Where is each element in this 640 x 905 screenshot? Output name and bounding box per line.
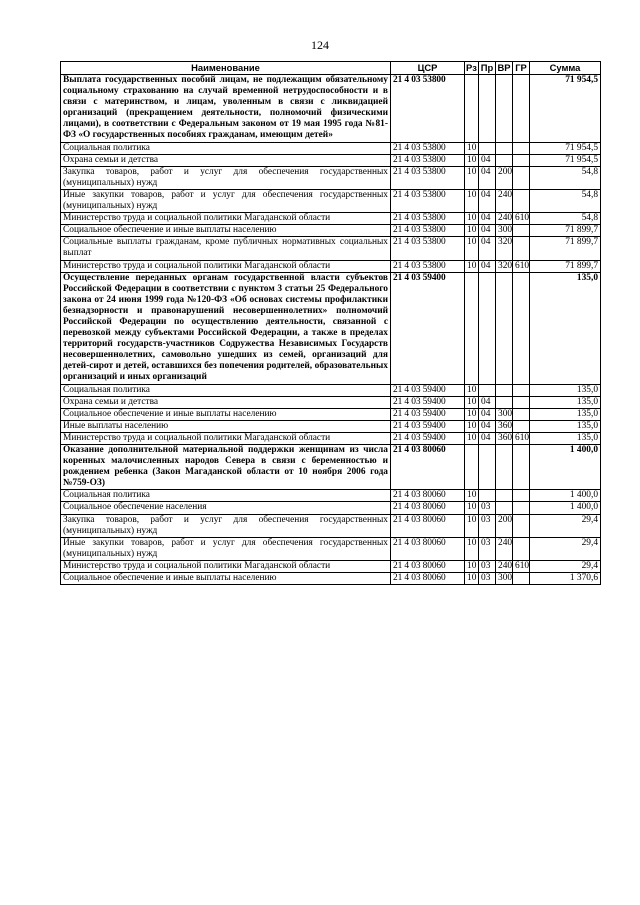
table-row [61,142,601,154]
cell-name: Министерство труда и социальной политики Магаданской области [61,432,391,444]
cell-vr: 240 [496,213,513,225]
cell-rz: 10 [465,514,479,537]
cell-pr: 04 [479,213,496,225]
cell-gr [513,396,530,408]
cell-rz: 10 [465,225,479,237]
cell-rz: 10 [465,432,479,444]
cell-pr [479,384,496,396]
cell-gr [513,514,530,537]
cell-rz [465,272,479,384]
cell-name: Охрана семьи и детства [61,396,391,408]
cell-rz [465,445,479,490]
cell-csr: 21 4 03 59400 [391,420,465,432]
cell-pr: 04 [479,396,496,408]
cell-gr [513,490,530,502]
cell-vr [496,272,513,384]
cell-sum: 29,4 [530,514,601,537]
cell-rz: 10 [465,420,479,432]
cell-gr [513,272,530,384]
cell-sum: 1 400,0 [530,502,601,514]
cell-name: Охрана семьи и детства [61,154,391,166]
cell-pr [479,445,496,490]
table-row [61,260,601,272]
cell-name: Министерство труда и социальной политики Магаданской области [61,560,391,572]
cell-vr: 360 [496,432,513,444]
table-row [61,502,601,514]
table-header-row [61,62,601,75]
cell-rz: 10 [465,408,479,420]
cell-name: Закупка товаров, работ и услуг для обеспечения государственных (муниципальных) нужд [61,166,391,189]
cell-pr: 04 [479,225,496,237]
cell-vr: 300 [496,573,513,585]
cell-name: Социальное обеспечение и иные выплаты населению [61,408,391,420]
cell-pr: 04 [479,237,496,260]
cell-rz: 10 [465,189,479,212]
cell-gr [513,189,530,212]
page-number: 124 [311,38,329,52]
cell-vr [496,396,513,408]
cell-rz: 10 [465,396,479,408]
cell-pr: 04 [479,260,496,272]
cell-gr [513,408,530,420]
cell-csr: 21 4 03 59400 [391,432,465,444]
cell-csr: 21 4 03 53800 [391,75,465,143]
budget-table [60,61,601,585]
table-row [61,154,601,166]
cell-pr: 03 [479,560,496,572]
cell-csr: 21 4 03 53800 [391,154,465,166]
cell-gr [513,225,530,237]
cell-pr: 04 [479,166,496,189]
cell-sum: 71 899,7 [530,225,601,237]
cell-csr: 21 4 03 59400 [391,272,465,384]
cell-gr: 610 [513,432,530,444]
table-row [61,166,601,189]
cell-rz: 10 [465,166,479,189]
cell-sum: 29,4 [530,560,601,572]
cell-gr [513,384,530,396]
cell-gr [513,154,530,166]
table-row [61,432,601,444]
cell-name: Социальная политика [61,384,391,396]
cell-gr: 610 [513,260,530,272]
cell-sum: 54,8 [530,213,601,225]
table-row [61,514,601,537]
cell-gr: 610 [513,560,530,572]
cell-vr: 320 [496,260,513,272]
cell-rz: 10 [465,237,479,260]
cell-rz: 10 [465,154,479,166]
table-row [61,445,601,490]
cell-csr: 21 4 03 80060 [391,445,465,490]
table-row [61,213,601,225]
table-row [61,237,601,260]
cell-vr [496,502,513,514]
table-row [61,573,601,585]
cell-name: Социальное обеспечение населения [61,502,391,514]
cell-pr: 04 [479,189,496,212]
cell-pr [479,490,496,502]
cell-vr: 240 [496,189,513,212]
cell-csr: 21 4 03 53800 [391,142,465,154]
cell-pr [479,272,496,384]
cell-gr [513,166,530,189]
cell-sum: 1 400,0 [530,445,601,490]
cell-rz: 10 [465,560,479,572]
cell-rz: 10 [465,537,479,560]
header-rz: Рз [466,62,477,73]
header-sum: Сумма [530,62,601,75]
cell-name: Министерство труда и социальной политики Магаданской области [61,213,391,225]
cell-pr: 03 [479,573,496,585]
cell-vr: 300 [496,408,513,420]
cell-vr [496,490,513,502]
cell-gr [513,445,530,490]
cell-rz: 10 [465,502,479,514]
cell-sum: 71 899,7 [530,237,601,260]
cell-name: Социальные выплаты гражданам, кроме публичных нормативных социальных выплат [61,237,391,260]
cell-vr: 360 [496,420,513,432]
cell-sum: 135,0 [530,396,601,408]
cell-name: Социальная политика [61,490,391,502]
table-row [61,560,601,572]
cell-sum: 71 954,5 [530,154,601,166]
table-row [61,420,601,432]
cell-sum: 71 954,5 [530,142,601,154]
cell-csr: 21 4 03 59400 [391,396,465,408]
cell-sum: 135,0 [530,272,601,384]
cell-gr [513,237,530,260]
header-pr: Пр [479,62,496,75]
cell-rz: 10 [465,384,479,396]
header-csr: ЦСР [391,62,465,75]
cell-pr: 04 [479,408,496,420]
cell-csr: 21 4 03 53800 [391,213,465,225]
cell-csr: 21 4 03 53800 [391,189,465,212]
cell-name: Иные выплаты населению [61,420,391,432]
cell-pr: 03 [479,502,496,514]
cell-csr: 21 4 03 53800 [391,260,465,272]
table-row [61,384,601,396]
cell-csr: 21 4 03 59400 [391,384,465,396]
cell-pr: 04 [479,154,496,166]
cell-rz: 10 [465,573,479,585]
cell-name: Выплата государственных пособий лицам, не подлежащим обязательному социальному страхованию на случай временной нетрудоспособности и в связи с материнством, и лицам, уволенным в связи с ликвидацией организаций (прекращением деятельности, полномочий физическими лицами), в соответствии с Федеральным законом от 19 мая 1995 года №81-ФЗ «О государственных пособиях гражданам, имеющим детей» [61,75,391,143]
cell-rz: 10 [465,142,479,154]
cell-gr [513,420,530,432]
cell-vr: 200 [496,514,513,537]
cell-vr [496,384,513,396]
table-body [61,75,601,585]
header-name: Наименование [61,62,391,75]
table-row [61,75,601,143]
cell-name: Оказание дополнительной материальной поддержки женщинам из числа коренных малочисленных народов Севера в связи с беременностью и рождением ребенка (Закон Магаданской области от 10 ноября 2006 года №759-ОЗ) [61,445,391,490]
cell-vr [496,75,513,143]
cell-name: Иные закупки товаров, работ и услуг для обеспечения государственных (муниципальных) нужд [61,537,391,560]
cell-name: Осуществление переданных органам государственной власти субъектов Российской Федерации в соответствии с пунктом 3 статьи 25 Федерального закона от 24 июня 1999 года №120-ФЗ «Об основах системы профилактики безнадзорности и правонарушений несовершеннолетних» полномочий Российской Федерации по осуществлению деятельности, связанной с перевозкой между субъектами Российской Федерации, а также в пределах территорий государств-участников Содружества Независимых Государств несовершеннолетних, самовольно ушедших из семей, организаций для детей-сирот и детей, оставшихся без попечения родителей, образовательных организаций и иных организаций [61,272,391,384]
cell-pr: 03 [479,537,496,560]
cell-sum: 54,8 [530,166,601,189]
cell-sum: 135,0 [530,432,601,444]
cell-gr [513,537,530,560]
cell-gr [513,502,530,514]
cell-name: Иные закупки товаров, работ и услуг для обеспечения государственных (муниципальных) нужд [61,189,391,212]
cell-name: Социальное обеспечение и иные выплаты населению [61,225,391,237]
cell-gr [513,142,530,154]
cell-name: Закупка товаров, работ и услуг для обеспечения государственных (муниципальных) нужд [61,514,391,537]
header-gr: ГР [513,62,530,75]
cell-sum: 71 899,7 [530,260,601,272]
cell-csr: 21 4 03 80060 [391,514,465,537]
cell-sum: 29,4 [530,537,601,560]
cell-sum: 135,0 [530,384,601,396]
cell-vr: 320 [496,237,513,260]
cell-name: Министерство труда и социальной политики Магаданской области [61,260,391,272]
cell-name: Социальное обеспечение и иные выплаты населению [61,573,391,585]
cell-csr: 21 4 03 80060 [391,573,465,585]
cell-vr [496,154,513,166]
table-row [61,408,601,420]
cell-rz: 10 [465,213,479,225]
cell-vr: 240 [496,537,513,560]
cell-vr: 200 [496,166,513,189]
cell-csr: 21 4 03 53800 [391,166,465,189]
cell-vr [496,142,513,154]
cell-pr [479,75,496,143]
cell-sum: 135,0 [530,420,601,432]
cell-vr [496,445,513,490]
cell-name: Социальная политика [61,142,391,154]
cell-gr [513,75,530,143]
table-row [61,396,601,408]
table-row [61,225,601,237]
cell-csr: 21 4 03 59400 [391,408,465,420]
cell-rz: 10 [465,490,479,502]
cell-csr: 21 4 03 80060 [391,502,465,514]
cell-rz [465,75,479,143]
cell-rz: 10 [465,260,479,272]
cell-sum: 71 954,5 [530,75,601,143]
cell-gr [513,573,530,585]
cell-pr: 03 [479,514,496,537]
header-vr: ВР [497,62,511,73]
cell-pr: 04 [479,432,496,444]
table-row [61,537,601,560]
cell-sum: 54,8 [530,189,601,212]
table-row [61,272,601,384]
cell-vr: 300 [496,225,513,237]
cell-sum: 135,0 [530,408,601,420]
cell-csr: 21 4 03 53800 [391,225,465,237]
cell-pr [479,142,496,154]
cell-sum: 1 370,6 [530,573,601,585]
cell-csr: 21 4 03 53800 [391,237,465,260]
cell-csr: 21 4 03 80060 [391,490,465,502]
cell-sum: 1 400,0 [530,490,601,502]
cell-csr: 21 4 03 80060 [391,560,465,572]
table-row [61,490,601,502]
cell-csr: 21 4 03 80060 [391,537,465,560]
cell-pr: 04 [479,420,496,432]
cell-gr: 610 [513,213,530,225]
table-row [61,189,601,212]
cell-vr: 240 [496,560,513,572]
